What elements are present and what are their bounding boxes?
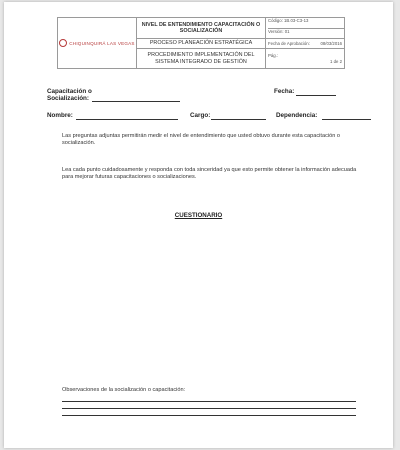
intro-paragraph-1: Las preguntas adjuntas permitirán medir el nivel de entendimiento que usted obtuvo durante esta capacitación o socialización. bbox=[62, 133, 340, 146]
nombre-field[interactable] bbox=[76, 119, 178, 120]
approval-cell bbox=[266, 39, 345, 49]
dependencia-field[interactable] bbox=[322, 119, 371, 120]
capacitacion-field[interactable] bbox=[92, 101, 180, 102]
logo-cell bbox=[58, 18, 137, 69]
page-number: 1 de 2 bbox=[330, 58, 342, 64]
process-name: PROCESO PLANEACIÓN ESTRATÉGICA bbox=[137, 39, 266, 49]
page-label: Pág.: bbox=[268, 53, 279, 58]
document-title: NIVEL DE ENTENDIMIENTO CAPACITACIÓN O SOCIALIZACIÓN bbox=[137, 18, 266, 39]
observations-line-1[interactable] bbox=[62, 401, 356, 402]
page-cell bbox=[266, 49, 345, 69]
approval-date: 08/03/2016 bbox=[320, 40, 342, 46]
capacitacion-label-2: Socialización: bbox=[47, 95, 89, 102]
fecha-field[interactable] bbox=[296, 95, 336, 96]
institution-logo bbox=[58, 39, 136, 47]
fecha-label: Fecha: bbox=[274, 88, 295, 95]
seal-icon bbox=[59, 39, 67, 47]
procedure-name: PROCEDIMIENTO IMPLEMENTACIÓN DEL SISTEMA INTEGRADO DE GESTIÓN bbox=[137, 49, 266, 69]
observations-line-3[interactable] bbox=[62, 415, 356, 416]
logo-text: CHIQUINQUIRÁ LAS VEGAS bbox=[69, 40, 135, 46]
observations-label: Observaciones de la socialización o capacitación: bbox=[62, 387, 186, 393]
dependencia-label: Dependencia: bbox=[276, 112, 318, 119]
nombre-label: Nombre: bbox=[47, 112, 73, 119]
document-header-table bbox=[57, 17, 345, 69]
observations-line-2[interactable] bbox=[62, 408, 356, 409]
capacitacion-label-1: Capacitación o bbox=[47, 88, 92, 95]
approval-label: Fecha de Aprobación: bbox=[268, 40, 310, 46]
cargo-label: Cargo: bbox=[190, 112, 211, 119]
cargo-field[interactable] bbox=[211, 119, 266, 120]
document-page bbox=[4, 2, 393, 448]
document-code: Código: 1B.03-C3-13 bbox=[268, 18, 344, 29]
intro-paragraph-2: Lea cada punto cuidadosamente y responda con toda sinceridad ya que esto permite obtener la información adecuada para mejorar futuras capacitaciones o socializaciones. bbox=[62, 167, 357, 180]
code-version-cell bbox=[266, 18, 345, 39]
questionnaire-title: CUESTIONARIO bbox=[174, 212, 223, 219]
document-version: Versión: 01 bbox=[268, 28, 290, 34]
